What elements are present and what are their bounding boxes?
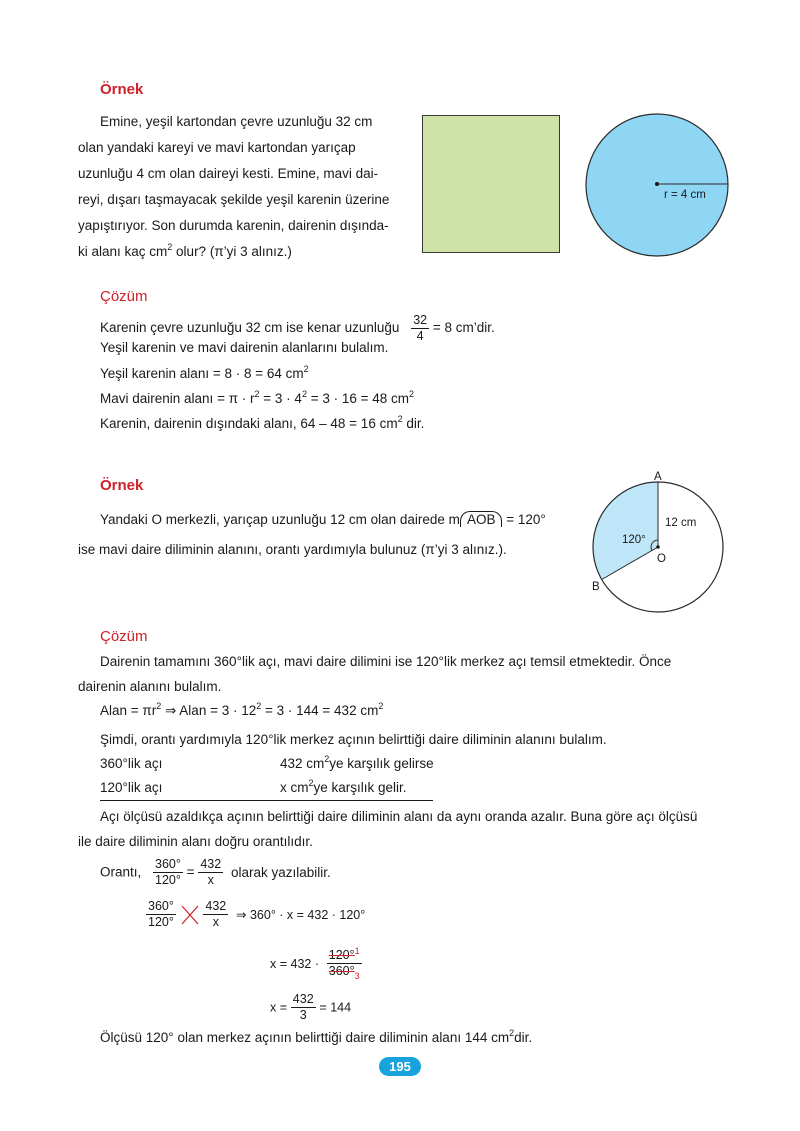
solution-line: Karenin, dairenin dışındaki alanı, 64 – 48 = 16 $cm^2$ dir.: [100, 414, 425, 431]
example-problem-text: Yandaki O merkezli, yarıçap uzunluğu 12 cm olan dairede m AOB = 120°: [100, 512, 546, 527]
cross-mark-icon: [180, 902, 200, 928]
green-square-figure: [422, 115, 560, 253]
proportion-row-left: 120°lik açı: [100, 780, 163, 795]
solution-line: Mavi dairenin alanı = $\pi \cdot r^2 = 3 \cdot 4^2 = 3 \cdot 16 = 48$ $cm^2$: [100, 389, 415, 406]
arc-notation: AOB: [460, 511, 503, 527]
proportion-row-left: 360°lik açı: [100, 756, 163, 771]
point-o-label: O: [657, 553, 666, 565]
solution-line: Dairenin tamamını 360°lik açı, mavi daire dilimini ise 120°lik merkez açı temsil etmektedir. Önce: [100, 654, 672, 669]
solution-heading: Çözüm: [100, 288, 148, 305]
example-heading: Örnek: [100, 81, 144, 98]
cross-multiplication: $\frac{360^\circ}{120^\circ}$ $\frac{432}{x}$ ⇒ 360° · x = 432 · 120°: [148, 899, 366, 929]
proportion-row-right: x $cm^2ye$ karşılık gelir.: [280, 778, 407, 795]
solution-line: ile daire diliminin alanı doğru orantılıdır.: [78, 834, 313, 849]
solution-line: Yeşil karenin ve mavi dairenin alanlarını bulalım.: [100, 340, 389, 355]
solution-line: Açı ölçüsü azaldıkça açının belirttiği daire diliminin alanı da aynı oranda azalır. Buna göre açı ölçüsü: [100, 809, 698, 824]
example-problem-text: Emine, yeşil kartondan çevre uzunluğu 32 cm olan yandaki kareyi ve mavi kartondan yarıçap uzunluğu 4 cm olan daireyi kesti. Emine, mavi dai- reyi, dışarı taşmayacak şekilde yeşil karenin üzerine yapıştırıyor. Son durumda karenin, dairenin dışında- ki alanı kaç $cm^2$ olur? (π’yi 3 alınız.): [78, 114, 390, 259]
radius-label: 12 cm: [665, 517, 697, 529]
point-a-label: A: [654, 471, 662, 483]
solution-line: Karenin çevre uzunluğu 32 cm ise kenar uzunluğu $\frac{32}{4}$ = 8 cm’dir.: [100, 313, 495, 343]
x-equation-step1: x = 432 · $\frac{120^\circ^1}{360^\circ_3}$: [270, 946, 360, 981]
blue-circle-figure: [584, 112, 730, 258]
point-b-label: B: [592, 581, 600, 593]
sector-figure: [585, 466, 735, 618]
solution-line: Yeşil karenin alanı = 8 · 8 = 64 $cm^2$: [100, 364, 309, 381]
angle-label: 120°: [622, 534, 646, 546]
solution-heading: Çözüm: [100, 628, 148, 645]
solution-line: Şimdi, orantı yardımıyla 120°lik merkez açının belirttiği daire diliminin alanını bulalım.: [100, 732, 607, 747]
final-answer: Ölçüsü 120° olan merkez açının belirttiği daire diliminin alanı 144 $cm^2dir$.: [100, 1028, 533, 1045]
page-number-badge: 195: [379, 1057, 421, 1076]
x-equation-step2: x = $\frac{432}{3}$ = 144: [270, 992, 352, 1022]
radius-label: r = 4 cm: [664, 189, 706, 201]
proportion-equation: Orantı, $\frac{360^\circ}{120^\circ}$ = $\frac{432}{x}$ olarak yazılabilir.: [100, 857, 331, 887]
example-heading: Örnek: [100, 477, 144, 494]
divider-line: [100, 800, 433, 801]
solution-line: dairenin alanını bulalım.: [78, 679, 222, 694]
example-problem-text: ise mavi daire diliminin alanını, orantı yardımıyla bulunuz (π’yi 3 alınız.).: [78, 542, 507, 557]
proportion-row-right: 432 $cm^2ye$ karşılık gelirse: [280, 754, 434, 771]
solution-line: Alan = $\pi r^2$ ⇒ Alan = $3 \cdot 12^2 = 3 \cdot 144 = 432$ $cm^2$: [100, 701, 384, 718]
